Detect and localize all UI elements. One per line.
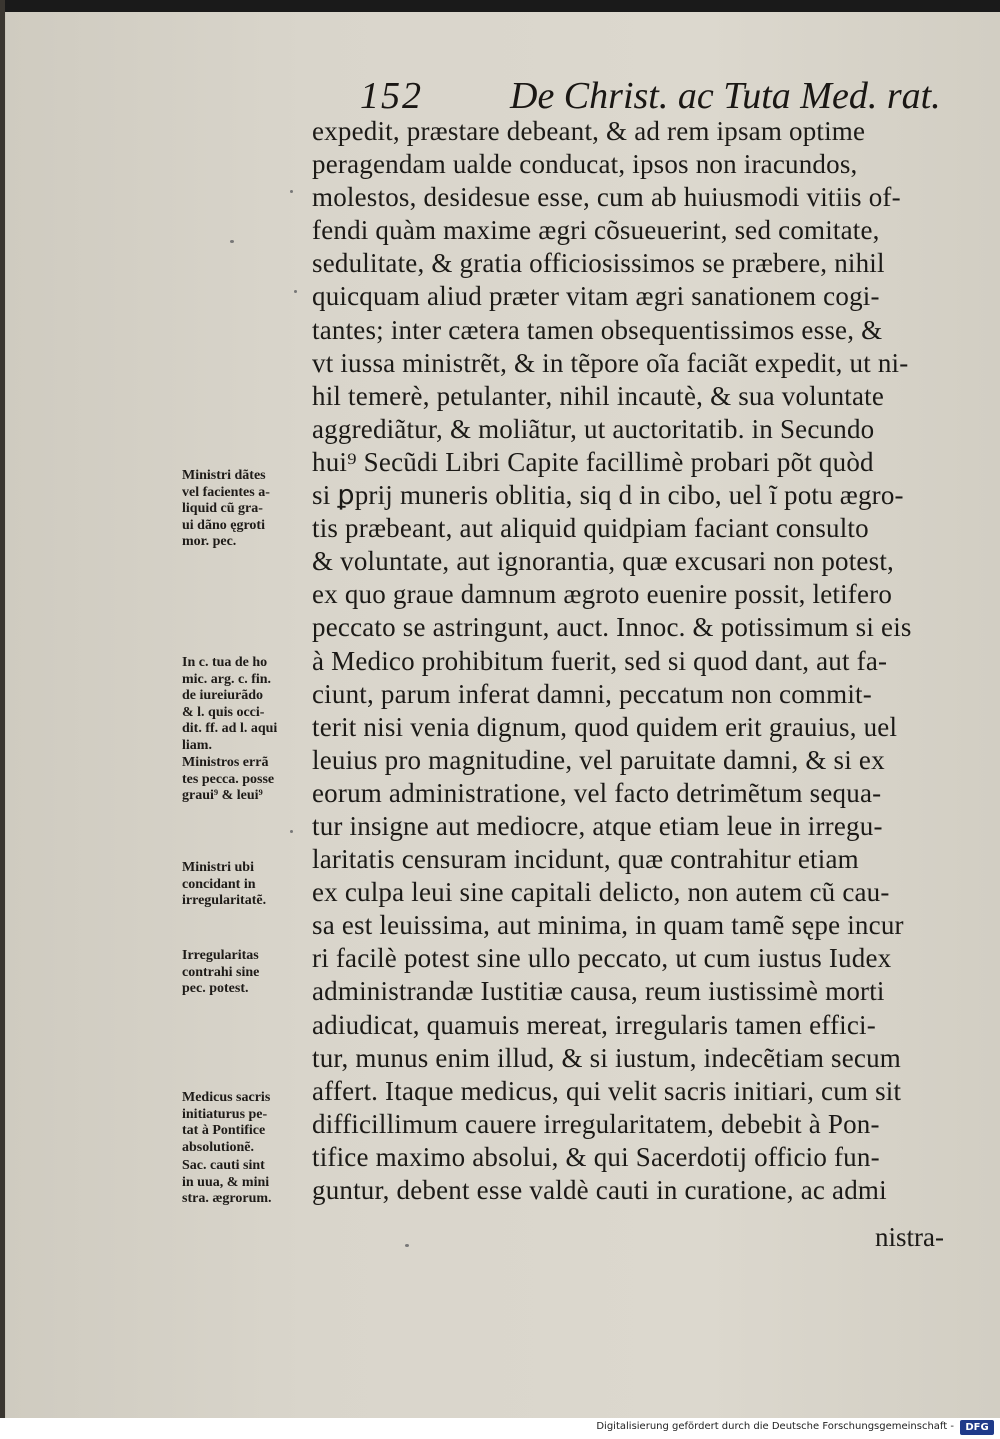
side-note-irregularitas [182, 948, 310, 998]
note-line: Medicus sacris [182, 1090, 271, 1105]
note-line: initiaturus pe- [182, 1106, 268, 1122]
text-line: tis præbeant, aut aliquid quidpiam faciant consulto [312, 513, 869, 544]
note-line: ui dãno ęgroti [182, 517, 265, 533]
text-line: terit nisi venia dignum, quod quidem erit grauius, uel [312, 711, 898, 742]
note-line: absolutionẽ. [182, 1139, 254, 1155]
scan-top-edge [0, 0, 1000, 12]
note-line: Irregularitas [182, 948, 259, 963]
note-line: Ministros errã [182, 755, 269, 770]
text-line: tur insigne aut mediocre, atque etiam leue in irregu- [312, 810, 883, 841]
text-line: tifice maximo absolui, & qui Sacerdotij officio fun- [312, 1141, 880, 1172]
text-line: sa est leuissima, aut minima, in quam tamẽ sępe incur [312, 910, 904, 941]
text-line: ex culpa leui sine capitali delicto, non autem cũ cau- [312, 877, 890, 908]
note-line: tes pecca. posse [182, 771, 275, 787]
note-line: concidant in [182, 876, 256, 892]
note-line: liam. [182, 737, 212, 753]
side-note-ministri-ubi [182, 860, 310, 910]
text-line: fendi quàm maxime ægri cõsueuerint, sed comitate, [312, 215, 880, 246]
text-line: hui⁹ Secũdi Libri Capite facillimè probari põt quòd [312, 446, 874, 477]
side-note-in-c-tua [182, 655, 310, 754]
text-line: si ꝑprij muneris oblitia, siq d in cibo, uel ĩ potu ægro- [312, 480, 904, 511]
text-line: molestos, desidesue esse, cum ab huiusmodi vitiis of- [312, 182, 901, 213]
note-line: irregularitatẽ. [182, 893, 267, 908]
text-line: à Medico prohibitum fuerit, sed si quod dant, aut fa- [312, 645, 888, 676]
main-text-block [312, 115, 992, 1207]
note-line: mor. pec. [182, 534, 237, 549]
dfg-logo: DFG [960, 1420, 994, 1435]
text-line: peccato se astringunt, auct. Innoc. & potissimum si eis [312, 612, 912, 643]
note-line: dit. ff. ad l. aqui [182, 721, 278, 736]
note-line: & l. quis occi- [182, 704, 265, 720]
text-line: peragendam ualde conducat, ipsos non iracundos, [312, 149, 858, 180]
text-line: expedit, præstare debeant, & ad rem ipsam optime [312, 116, 866, 146]
digitization-footer [0, 1418, 1000, 1439]
text-line: ri facilè potest sine ullo peccato, ut cum iustus Iudex [312, 943, 892, 974]
note-line: In c. tua de ho [182, 655, 268, 670]
note-line: de iureiurãdo [182, 688, 264, 703]
catchword: nistra- [875, 1222, 944, 1252]
text-line: vt iussa ministrẽt, & in tẽpore oĩa faciãt expedit, ut ni- [312, 347, 909, 378]
ink-speck [294, 290, 297, 293]
ink-speck [290, 190, 293, 193]
text-line: & voluntate, aut ignorantia, quæ excusari non potest, [312, 546, 894, 577]
ink-speck [230, 240, 234, 243]
side-note-ministros-errantes [182, 755, 310, 805]
ink-speck [290, 830, 293, 833]
page-number: 152 [360, 75, 423, 117]
note-line: vel facientes a- [182, 484, 270, 500]
note-line: Sac. cauti sint [182, 1158, 265, 1173]
text-line: affert. Itaque medicus, qui velit sacris initiari, cum sit [312, 1075, 902, 1106]
note-line: mic. arg. c. fin. [182, 671, 272, 687]
running-title: De Christ. ac Tuta Med. rat. [510, 75, 941, 117]
text-line: ex quo graue damnum ægroto euenire possit, letifero [312, 579, 893, 610]
ink-speck [405, 1244, 409, 1247]
text-line: hil temerè, petulanter, nihil incautè, & sua voluntate [312, 380, 885, 411]
text-line: leuius pro magnitudine, vel paruitate damni, & si ex [312, 744, 885, 775]
note-line: contrahi sine [182, 964, 260, 980]
side-note-sac-cauti [182, 1158, 310, 1208]
note-line: tat à Pontifice [182, 1123, 266, 1138]
note-line: liquid cũ gra- [182, 501, 263, 516]
text-line: adiudicat, quamuis mereat, irregularis tamen effici- [312, 1009, 876, 1040]
note-line: in uua, & mini [182, 1174, 270, 1190]
text-line: difficillimum cauere irregularitatem, debebit à Pon- [312, 1108, 880, 1139]
text-line: tantes; inter cætera tamen obsequentissimos esse, & [312, 314, 883, 345]
note-line: Ministri ubi [182, 860, 254, 875]
text-line: quicquam aliud præter vitam ægri sanationem cogi- [312, 281, 880, 312]
note-line: stra. ægrorum. [182, 1191, 272, 1206]
text-line: eorum administratione, vel facto detrimẽtum sequa- [312, 777, 882, 808]
funding-credit: Digitalisierung gefördert durch die Deutsche Forschungsgemeinschaft - [596, 1421, 954, 1432]
note-line: graui⁹ & leui⁹ [182, 788, 263, 803]
note-line: Ministri dãtes [182, 468, 266, 483]
side-note-medicus-sacris [182, 1090, 310, 1156]
note-line: pec. potest. [182, 981, 249, 996]
text-line: aggrediãtur, & moliãtur, ut auctoritatib. in Secundo [312, 413, 875, 444]
scan-left-edge [0, 0, 5, 1418]
side-note-ministri-dantes [182, 468, 310, 551]
text-line: sedulitate, & gratia officiosissimos se præbere, nihil [312, 248, 885, 279]
text-line: ciunt, parum inferat damni, peccatum non commit- [312, 678, 872, 709]
text-line: tur, munus enim illud, & si iustum, indecẽtiam secum [312, 1042, 902, 1073]
text-line: guntur, debent esse valdè cauti in curatione, ac admi [312, 1175, 887, 1205]
text-line: laritatis censuram incidunt, quæ contrahitur etiam [312, 844, 859, 875]
text-line: administrandæ Iustitiæ causa, reum iustissimè morti [312, 976, 885, 1007]
